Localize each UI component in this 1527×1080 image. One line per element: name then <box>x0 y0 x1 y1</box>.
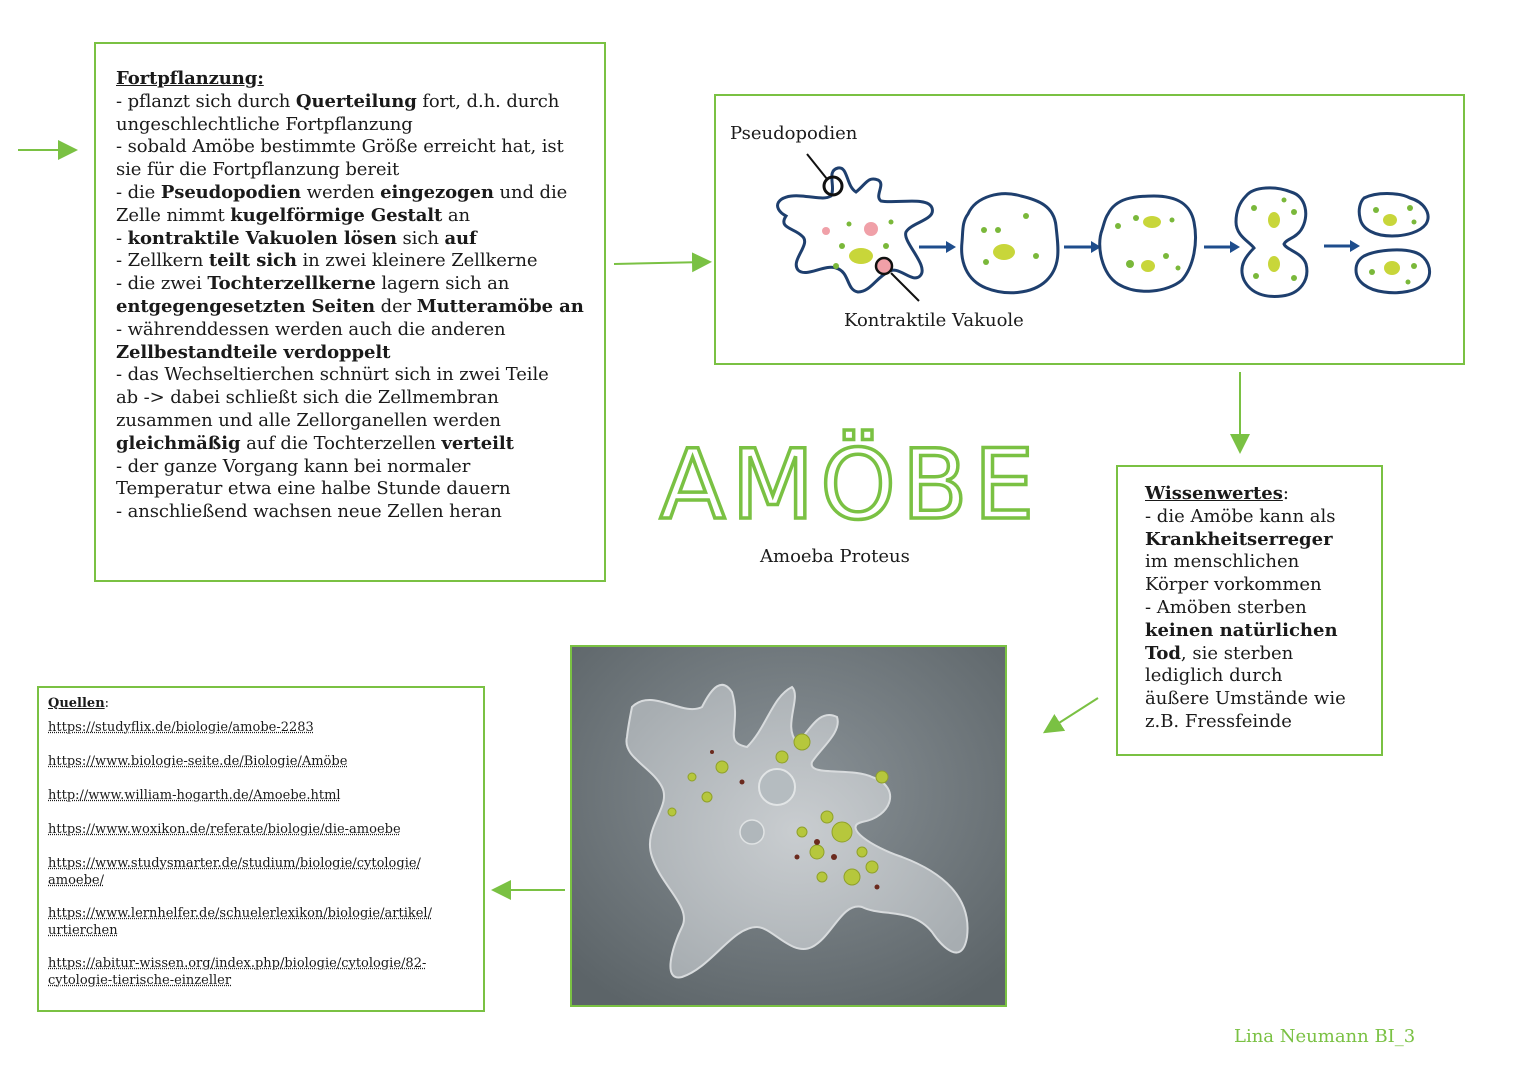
wissenwertes-line <box>1145 574 1371 597</box>
text-segment: in zwei kleinere Zellkerne <box>296 250 538 272</box>
bold-term: teilt sich <box>208 250 297 272</box>
amoeba-microscope-photo <box>570 645 1007 1007</box>
bold-term: verteilt <box>441 432 514 454</box>
label-pseudopodien: Pseudopodien <box>730 123 858 144</box>
bold-term: Mutteramöbe an <box>416 295 584 317</box>
text-segment: - der ganze Vorgang kann bei normaler <box>116 455 471 477</box>
fortpflanzung-line <box>116 91 584 114</box>
text-segment: - die <box>116 181 161 203</box>
source-link-text: https://abitur-wissen.org/index.php/biologie/cytologie/82- <box>48 956 427 971</box>
bold-term: gleichmäßig <box>116 432 241 454</box>
bold-term: Pseudopodien <box>160 181 302 203</box>
quellen-box <box>37 686 485 1012</box>
amoebe-title: AMÖBE <box>659 429 1041 541</box>
text-segment: Körper vorkommen <box>1145 574 1322 596</box>
bold-term: eingezogen <box>380 181 494 203</box>
source-link[interactable] <box>48 719 473 736</box>
fortpflanzung-line <box>116 296 584 319</box>
fortpflanzung-line <box>116 228 584 251</box>
text-segment: sich <box>396 227 445 249</box>
text-segment: und die <box>493 181 568 203</box>
wissenwertes-line <box>1145 643 1371 666</box>
bold-term: kontraktile Vakuolen lösen <box>127 227 397 249</box>
fortpflanzung-box <box>94 42 606 582</box>
bold-term: keinen natürlichen <box>1145 619 1338 641</box>
text-segment: ungeschlechtliche Fortpflanzung <box>116 113 413 135</box>
wissenwertes-title-line: Wissenwertes: <box>1145 483 1289 504</box>
fortpflanzung-line <box>116 387 584 410</box>
fortpflanzung-line <box>116 159 584 182</box>
text-segment: - anschließend wachsen neue Zellen heran <box>116 501 502 523</box>
source-link[interactable] <box>48 855 473 889</box>
amoebe-subtitle: Amoeba Proteus <box>760 546 910 567</box>
source-link-text: https://www.biologie-seite.de/Biologie/Amöbe <box>48 754 348 769</box>
fortpflanzung-line <box>116 342 584 365</box>
label-kontraktile-vakuole: Kontraktile Vakuole <box>844 310 1024 331</box>
source-link[interactable] <box>48 905 473 939</box>
wissenwertes-title: Wissenwertes <box>1145 483 1283 504</box>
fortpflanzung-title: Fortpflanzung: <box>116 68 264 89</box>
text-segment: - sobald Amöbe bestimmte Größe erreicht hat, ist <box>116 136 564 158</box>
fortpflanzung-line <box>116 319 584 342</box>
wissenwertes-line <box>1145 529 1371 552</box>
text-segment: sie für die Fortpflanzung bereit <box>116 159 400 181</box>
fortpflanzung-line <box>116 410 584 433</box>
wissenwertes-box <box>1116 465 1383 756</box>
text-segment: werden <box>301 181 381 203</box>
quellen-title-line: Quellen: <box>48 696 110 711</box>
fortpflanzung-text <box>116 91 584 524</box>
cell-stage-2 <box>962 194 1058 293</box>
text-segment: lagern sich an <box>375 273 510 295</box>
division-drawing <box>716 96 1467 367</box>
arrow-wissen-to-photo <box>1048 698 1098 730</box>
bold-term: Krankheitserreger <box>1145 528 1333 550</box>
source-link[interactable] <box>48 787 473 804</box>
author-signature: Lina Neumann BI_3 <box>1234 1026 1416 1047</box>
wissenwertes-line <box>1145 506 1371 529</box>
wissenwertes-line <box>1145 620 1371 643</box>
text-segment: z.B. Fressfeinde <box>1145 710 1292 732</box>
text-segment: - Amöben sterben <box>1145 596 1307 618</box>
bold-term: kugelförmige Gestalt <box>230 204 443 226</box>
text-segment: der <box>375 295 417 317</box>
text-segment: an <box>442 204 470 226</box>
text-segment: ab -> dabei schließt sich die Zellmembran <box>116 387 499 409</box>
bold-term: Zellbestandteile verdoppelt <box>116 341 391 363</box>
cell-stage-1 <box>778 154 933 301</box>
text-segment: Temperatur etwa eine halbe Stunde dauern <box>116 478 511 500</box>
text-segment: - Zellkern <box>116 250 209 272</box>
source-link-text: urtierchen <box>48 923 118 938</box>
bold-term: Tod <box>1145 642 1181 664</box>
fortpflanzung-line <box>116 205 584 228</box>
source-link-text: cytologie-tierische-einzeller <box>48 973 232 988</box>
text-segment: zusammen und alle Zellorganellen werden <box>116 409 501 431</box>
wissenwertes-line <box>1145 551 1371 574</box>
wissenwertes-text <box>1145 506 1371 734</box>
cell-stage-3 <box>1100 196 1196 291</box>
bold-term: auf <box>444 227 477 249</box>
text-segment: - die Amöbe kann als <box>1145 505 1336 527</box>
text-segment: Zelle nimmt <box>116 204 231 226</box>
fortpflanzung-line <box>116 114 584 137</box>
source-link[interactable] <box>48 821 473 838</box>
quellen-title: Quellen <box>48 696 105 711</box>
quellen-list <box>48 719 473 989</box>
text-segment: - <box>116 227 128 249</box>
source-link-text: https://www.studysmarter.de/studium/biologie/cytologie/ <box>48 856 421 871</box>
wissenwertes-line <box>1145 688 1371 711</box>
cell-stage-5 <box>1356 194 1430 293</box>
text-segment: lediglich durch <box>1145 665 1283 687</box>
source-link-text: http://www.william-hogarth.de/Amoebe.html <box>48 788 341 803</box>
bold-term: entgegengesetzten Seiten <box>116 295 376 317</box>
cell-division-diagram <box>714 94 1465 365</box>
source-link[interactable] <box>48 955 473 989</box>
source-link-text: https://www.woxikon.de/referate/biologie/die-amoebe <box>48 822 401 837</box>
bold-term: Tochterzellkerne <box>207 273 376 295</box>
source-link[interactable] <box>48 753 473 770</box>
arrow-fortpflanzung-to-diagram <box>614 262 706 264</box>
text-segment: im menschlichen <box>1145 551 1300 573</box>
bold-term: Querteilung <box>295 90 417 112</box>
text-segment: , sie sterben <box>1180 642 1294 664</box>
text-segment: - die zwei <box>116 273 208 295</box>
fortpflanzung-line <box>116 364 584 387</box>
wissenwertes-line <box>1145 711 1371 734</box>
text-segment: - währenddessen werden auch die anderen <box>116 318 506 340</box>
source-link-text: amoebe/ <box>48 873 104 888</box>
text-segment: fort, d.h. durch <box>416 90 560 112</box>
fortpflanzung-line <box>116 136 584 159</box>
fortpflanzung-line <box>116 456 584 479</box>
fortpflanzung-line <box>116 182 584 205</box>
fortpflanzung-line <box>116 250 584 273</box>
text-segment: äußere Umstände wie <box>1145 688 1346 710</box>
wissenwertes-line <box>1145 597 1371 620</box>
text-segment: - das Wechseltierchen schnürt sich in zwei Teile <box>116 364 549 386</box>
fortpflanzung-line <box>116 433 584 456</box>
text-segment: auf die Tochterzellen <box>240 432 442 454</box>
fortpflanzung-line <box>116 273 584 296</box>
fortpflanzung-line <box>116 501 584 524</box>
wissenwertes-line <box>1145 665 1371 688</box>
source-link-text: https://www.lernhelfer.de/schuelerlexikon/biologie/artikel/ <box>48 906 432 921</box>
fortpflanzung-line <box>116 478 584 501</box>
source-link-text: https://studyflix.de/biologie/amobe-2283 <box>48 720 314 735</box>
text-segment: - pflanzt sich durch <box>116 90 296 112</box>
cell-stage-4 <box>1236 188 1307 297</box>
